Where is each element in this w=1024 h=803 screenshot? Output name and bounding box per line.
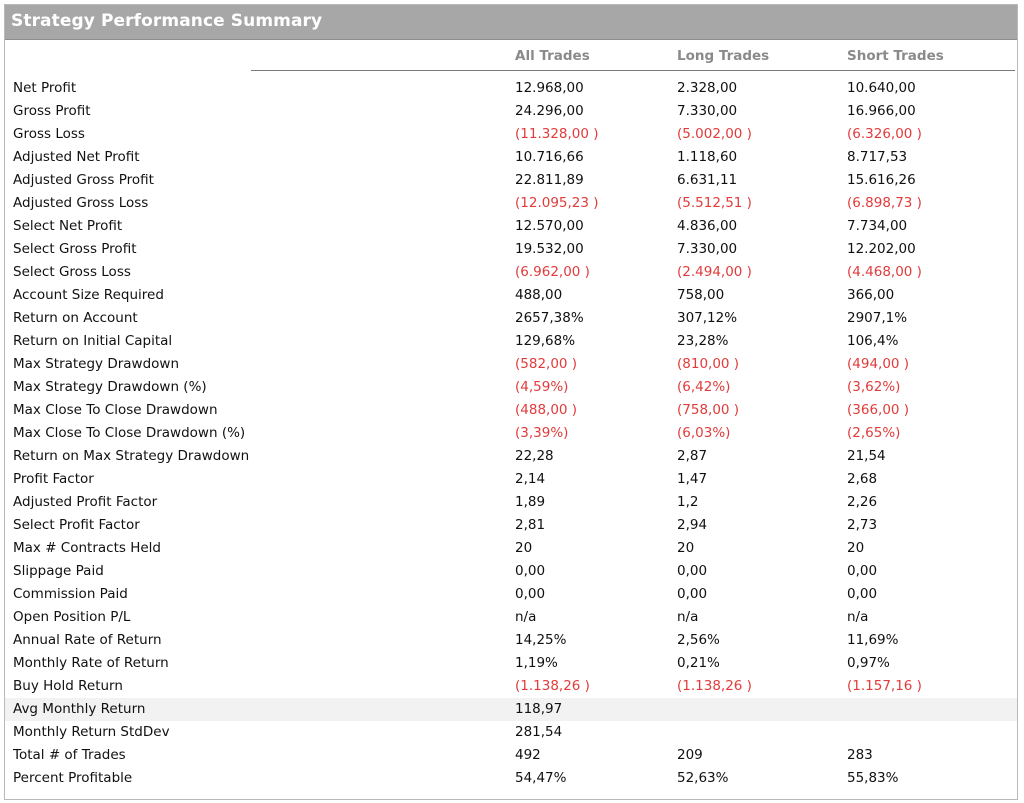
metric-label: Max # Contracts Held bbox=[13, 540, 161, 556]
table-row bbox=[5, 376, 1017, 399]
table-row bbox=[5, 192, 1017, 215]
value-long-trades: 1,2 bbox=[677, 494, 699, 510]
metric-label: Max Strategy Drawdown bbox=[13, 356, 180, 372]
value-all-trades: (3,39%) bbox=[515, 425, 569, 441]
value-short-trades: 16.966,00 bbox=[847, 103, 916, 119]
value-all-trades: 492 bbox=[515, 747, 541, 763]
value-long-trades: 23,28% bbox=[677, 333, 729, 349]
table-row bbox=[5, 169, 1017, 192]
value-short-trades: 283 bbox=[847, 747, 873, 763]
value-long-trades: 52,63% bbox=[677, 770, 729, 786]
value-long-trades: 2.328,00 bbox=[677, 80, 738, 96]
metric-label: Max Strategy Drawdown (%) bbox=[13, 379, 207, 395]
value-short-trades: 106,4% bbox=[847, 333, 899, 349]
value-long-trades: 20 bbox=[677, 540, 695, 556]
value-short-trades: (494,00 ) bbox=[847, 356, 910, 372]
table-row bbox=[5, 238, 1017, 261]
value-long-trades: (5.002,00 ) bbox=[677, 126, 752, 142]
value-all-trades: 1,19% bbox=[515, 655, 558, 671]
metric-label: Total # of Trades bbox=[13, 747, 126, 763]
value-short-trades: 2,26 bbox=[847, 494, 878, 510]
value-long-trades: (758,00 ) bbox=[677, 402, 740, 418]
value-long-trades: 0,21% bbox=[677, 655, 720, 671]
value-short-trades: 55,83% bbox=[847, 770, 899, 786]
value-all-trades: (6.962,00 ) bbox=[515, 264, 590, 280]
metric-label: Return on Initial Capital bbox=[13, 333, 173, 349]
value-long-trades: 209 bbox=[677, 747, 703, 763]
table-row bbox=[5, 123, 1017, 146]
table-row bbox=[5, 606, 1017, 629]
value-all-trades: 488,00 bbox=[515, 287, 563, 303]
value-short-trades: 21,54 bbox=[847, 448, 886, 464]
value-all-trades: 22,28 bbox=[515, 448, 554, 464]
table-row bbox=[5, 146, 1017, 169]
value-all-trades: 0,00 bbox=[515, 563, 546, 579]
value-short-trades: 20 bbox=[847, 540, 865, 556]
metric-label: Monthly Return StdDev bbox=[13, 724, 170, 740]
value-all-trades: 2,81 bbox=[515, 517, 546, 533]
metric-label: Annual Rate of Return bbox=[13, 632, 162, 648]
metric-label: Slippage Paid bbox=[13, 563, 104, 579]
metric-label: Gross Profit bbox=[13, 103, 91, 119]
metric-label: Gross Loss bbox=[13, 126, 85, 142]
value-short-trades: n/a bbox=[847, 609, 869, 625]
value-all-trades: 281,54 bbox=[515, 724, 563, 740]
metric-label: Adjusted Profit Factor bbox=[13, 494, 158, 510]
table-row bbox=[5, 77, 1017, 100]
table-row bbox=[5, 767, 1017, 790]
value-all-trades: 14,25% bbox=[515, 632, 567, 648]
value-all-trades: (11.328,00 ) bbox=[515, 126, 599, 142]
value-short-trades: (4.468,00 ) bbox=[847, 264, 922, 280]
header-all-trades: All Trades bbox=[515, 48, 590, 64]
metric-label: Max Close To Close Drawdown bbox=[13, 402, 218, 418]
value-short-trades: (2,65%) bbox=[847, 425, 901, 441]
value-short-trades: 7.734,00 bbox=[847, 218, 908, 234]
metric-label: Adjusted Net Profit bbox=[13, 149, 140, 165]
value-short-trades: 11,69% bbox=[847, 632, 899, 648]
value-all-trades: 12.968,00 bbox=[515, 80, 584, 96]
table-row bbox=[5, 652, 1017, 675]
panel-title-bar bbox=[5, 5, 1017, 40]
metric-label: Select Net Profit bbox=[13, 218, 123, 234]
value-all-trades: 129,68% bbox=[515, 333, 576, 349]
metric-label: Select Profit Factor bbox=[13, 517, 140, 533]
table-row bbox=[5, 583, 1017, 606]
table-row bbox=[5, 261, 1017, 284]
metric-label: Avg Monthly Return bbox=[13, 701, 146, 717]
metric-label: Net Profit bbox=[13, 80, 77, 96]
table-row bbox=[5, 514, 1017, 537]
value-long-trades: 758,00 bbox=[677, 287, 725, 303]
value-long-trades: 2,94 bbox=[677, 517, 708, 533]
table-row bbox=[5, 100, 1017, 123]
value-all-trades: (1.138,26 ) bbox=[515, 678, 590, 694]
table-row bbox=[5, 721, 1017, 744]
metric-label: Return on Max Strategy Drawdown bbox=[13, 448, 250, 464]
value-short-trades: 0,00 bbox=[847, 563, 878, 579]
table-row bbox=[5, 675, 1017, 698]
value-all-trades: (4,59%) bbox=[515, 379, 569, 395]
value-short-trades: (6.898,73 ) bbox=[847, 195, 922, 211]
value-long-trades: 2,87 bbox=[677, 448, 708, 464]
metric-label: Select Gross Loss bbox=[13, 264, 131, 280]
metric-label: Account Size Required bbox=[13, 287, 164, 303]
table-row bbox=[5, 422, 1017, 445]
value-long-trades: (810,00 ) bbox=[677, 356, 740, 372]
column-headers bbox=[5, 48, 1017, 72]
value-all-trades: n/a bbox=[515, 609, 537, 625]
table-row bbox=[5, 560, 1017, 583]
value-all-trades: 54,47% bbox=[515, 770, 567, 786]
value-short-trades: (366,00 ) bbox=[847, 402, 910, 418]
value-long-trades: (6,03%) bbox=[677, 425, 731, 441]
value-long-trades: 307,12% bbox=[677, 310, 738, 326]
value-short-trades: 2,68 bbox=[847, 471, 878, 487]
table-row bbox=[5, 537, 1017, 560]
table-row bbox=[5, 468, 1017, 491]
table-row bbox=[5, 353, 1017, 376]
value-all-trades: (488,00 ) bbox=[515, 402, 578, 418]
value-all-trades: 10.716,66 bbox=[515, 149, 584, 165]
metric-label: Commission Paid bbox=[13, 586, 128, 602]
table-row bbox=[5, 307, 1017, 330]
table-row bbox=[5, 629, 1017, 652]
value-all-trades: 1,89 bbox=[515, 494, 546, 510]
metrics-table bbox=[5, 77, 1017, 790]
value-short-trades: 2,73 bbox=[847, 517, 878, 533]
value-short-trades: 0,97% bbox=[847, 655, 890, 671]
value-all-trades: 24.296,00 bbox=[515, 103, 584, 119]
value-long-trades: 1.118,60 bbox=[677, 149, 738, 165]
value-long-trades: 7.330,00 bbox=[677, 103, 738, 119]
value-long-trades: 6.631,11 bbox=[677, 172, 738, 188]
panel-title: Strategy Performance Summary bbox=[11, 11, 323, 31]
value-short-trades: (1.157,16 ) bbox=[847, 678, 922, 694]
value-all-trades: 20 bbox=[515, 540, 533, 556]
metric-label: Adjusted Gross Profit bbox=[13, 172, 154, 188]
value-long-trades: 1,47 bbox=[677, 471, 708, 487]
value-all-trades: (12.095,23 ) bbox=[515, 195, 599, 211]
value-long-trades: 7.330,00 bbox=[677, 241, 738, 257]
value-all-trades: 19.532,00 bbox=[515, 241, 584, 257]
value-long-trades: (6,42%) bbox=[677, 379, 731, 395]
value-short-trades: 12.202,00 bbox=[847, 241, 916, 257]
value-all-trades: 12.570,00 bbox=[515, 218, 584, 234]
metric-label: Profit Factor bbox=[13, 471, 94, 487]
header-divider-gap bbox=[11, 70, 251, 71]
value-short-trades: 15.616,26 bbox=[847, 172, 916, 188]
metric-label: Return on Account bbox=[13, 310, 138, 326]
value-short-trades: 2907,1% bbox=[847, 310, 908, 326]
value-long-trades: 0,00 bbox=[677, 563, 708, 579]
value-long-trades: 2,56% bbox=[677, 632, 720, 648]
value-long-trades: (5.512,51 ) bbox=[677, 195, 752, 211]
value-long-trades: 4.836,00 bbox=[677, 218, 738, 234]
table-row bbox=[5, 330, 1017, 353]
table-row bbox=[5, 399, 1017, 422]
value-long-trades: (1.138,26 ) bbox=[677, 678, 752, 694]
header-short-trades: Short Trades bbox=[847, 48, 944, 64]
value-short-trades: 10.640,00 bbox=[847, 80, 916, 96]
table-row bbox=[5, 744, 1017, 767]
performance-summary-panel bbox=[4, 4, 1018, 800]
value-long-trades: n/a bbox=[677, 609, 699, 625]
table-row bbox=[5, 284, 1017, 307]
metric-label: Adjusted Gross Loss bbox=[13, 195, 149, 211]
table-row bbox=[5, 215, 1017, 238]
table-row bbox=[5, 698, 1017, 721]
value-all-trades: 0,00 bbox=[515, 586, 546, 602]
metric-label: Buy Hold Return bbox=[13, 678, 123, 694]
value-short-trades: 8.717,53 bbox=[847, 149, 908, 165]
value-long-trades: (2.494,00 ) bbox=[677, 264, 752, 280]
header-long-trades: Long Trades bbox=[677, 48, 770, 64]
value-short-trades: (3,62%) bbox=[847, 379, 901, 395]
metric-label: Max Close To Close Drawdown (%) bbox=[13, 425, 246, 441]
value-all-trades: 2,14 bbox=[515, 471, 546, 487]
value-all-trades: 118,97 bbox=[515, 701, 563, 717]
value-short-trades: (6.326,00 ) bbox=[847, 126, 922, 142]
value-all-trades: 2657,38% bbox=[515, 310, 584, 326]
table-row bbox=[5, 491, 1017, 514]
value-long-trades: 0,00 bbox=[677, 586, 708, 602]
value-all-trades: (582,00 ) bbox=[515, 356, 578, 372]
value-short-trades: 366,00 bbox=[847, 287, 895, 303]
value-all-trades: 22.811,89 bbox=[515, 172, 584, 188]
metric-label: Percent Profitable bbox=[13, 770, 133, 786]
metric-label: Select Gross Profit bbox=[13, 241, 137, 257]
value-short-trades: 0,00 bbox=[847, 586, 878, 602]
table-row bbox=[5, 445, 1017, 468]
metric-label: Monthly Rate of Return bbox=[13, 655, 169, 671]
metric-label: Open Position P/L bbox=[13, 609, 131, 625]
